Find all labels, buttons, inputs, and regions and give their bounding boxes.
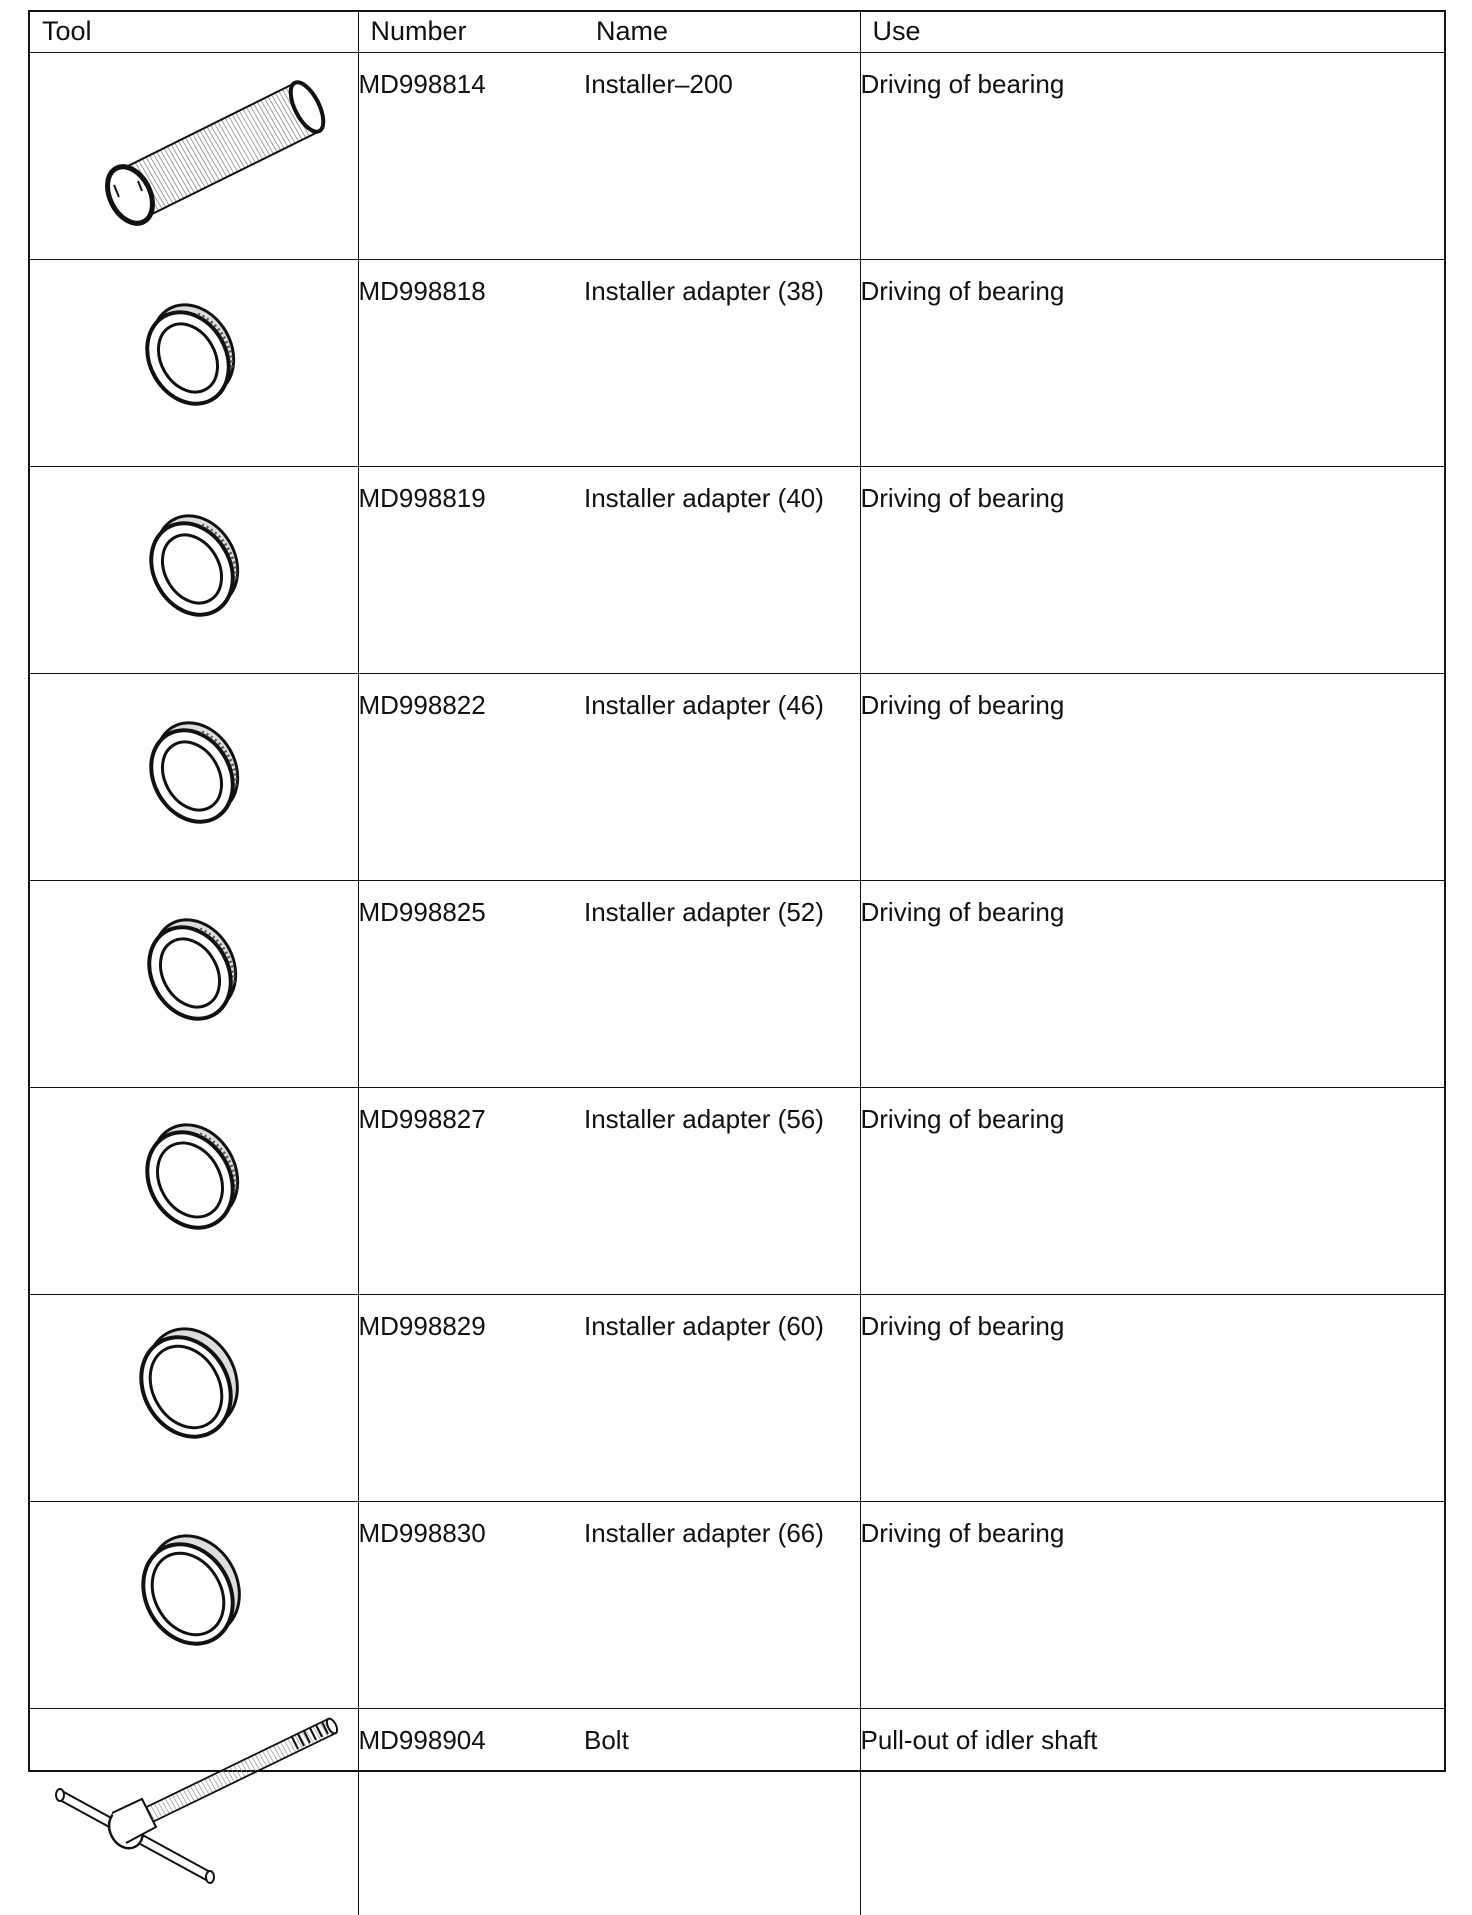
tool-number: MD998822 — [358, 674, 584, 881]
table-row — [30, 1709, 1444, 1915]
special-tools-table — [30, 12, 1444, 1915]
tool-illustration-cell — [30, 881, 358, 1088]
tool-number: MD998814 — [358, 53, 584, 260]
tool-use: Pull-out of idler shaft — [860, 1709, 1444, 1915]
t-handle-bolt-icon — [30, 1709, 350, 1899]
header-number: Number — [358, 12, 584, 53]
tool-use: Driving of bearing — [860, 1088, 1444, 1295]
table-row — [30, 1088, 1444, 1295]
tool-name: Installer adapter (38) — [584, 260, 860, 467]
table-row — [30, 467, 1444, 674]
tool-number: MD998904 — [358, 1709, 584, 1915]
cylinder-installer-icon — [30, 53, 350, 243]
tool-number: MD998825 — [358, 881, 584, 1088]
table-row — [30, 881, 1444, 1088]
tool-illustration-cell — [30, 53, 358, 260]
tool-illustration-cell — [30, 1088, 358, 1295]
ring-adapter-icon — [30, 1088, 350, 1278]
tool-use: Driving of bearing — [860, 53, 1444, 260]
table-header-row — [30, 12, 1444, 53]
tool-illustration-cell — [30, 1295, 358, 1502]
tool-illustration-cell — [30, 1709, 358, 1915]
table-row — [30, 1295, 1444, 1502]
tool-number: MD998827 — [358, 1088, 584, 1295]
ring-adapter-icon — [30, 881, 350, 1071]
tool-name: Bolt — [584, 1709, 860, 1915]
tool-illustration-cell — [30, 260, 358, 467]
tool-use: Driving of bearing — [860, 1295, 1444, 1502]
tool-name: Installer adapter (46) — [584, 674, 860, 881]
tool-illustration-cell — [30, 674, 358, 881]
ring-adapter-icon — [30, 674, 350, 864]
tool-name: Installer adapter (40) — [584, 467, 860, 674]
tool-name: Installer adapter (56) — [584, 1088, 860, 1295]
tool-illustration-cell — [30, 1502, 358, 1709]
tool-illustration-cell — [30, 467, 358, 674]
tool-use: Driving of bearing — [860, 881, 1444, 1088]
tool-name: Installer–200 — [584, 53, 860, 260]
tool-number: MD998819 — [358, 467, 584, 674]
tool-name: Installer adapter (66) — [584, 1502, 860, 1709]
header-name: Name — [584, 12, 860, 53]
tool-number: MD998818 — [358, 260, 584, 467]
ring-adapter-icon — [30, 1295, 350, 1485]
tool-use: Driving of bearing — [860, 467, 1444, 674]
ring-adapter-icon — [30, 467, 350, 657]
special-tools-sheet — [28, 10, 1446, 1772]
table-row — [30, 53, 1444, 260]
header-use: Use — [860, 12, 1444, 53]
tool-number: MD998829 — [358, 1295, 584, 1502]
ring-adapter-icon — [30, 1502, 350, 1692]
table-row — [30, 674, 1444, 881]
tool-use: Driving of bearing — [860, 260, 1444, 467]
tool-number: MD998830 — [358, 1502, 584, 1709]
tool-name: Installer adapter (60) — [584, 1295, 860, 1502]
header-tool: Tool — [30, 12, 358, 53]
tool-name: Installer adapter (52) — [584, 881, 860, 1088]
tool-use: Driving of bearing — [860, 674, 1444, 881]
ring-adapter-icon — [30, 260, 350, 450]
tool-use: Driving of bearing — [860, 1502, 1444, 1709]
table-row — [30, 1502, 1444, 1709]
table-row — [30, 260, 1444, 467]
